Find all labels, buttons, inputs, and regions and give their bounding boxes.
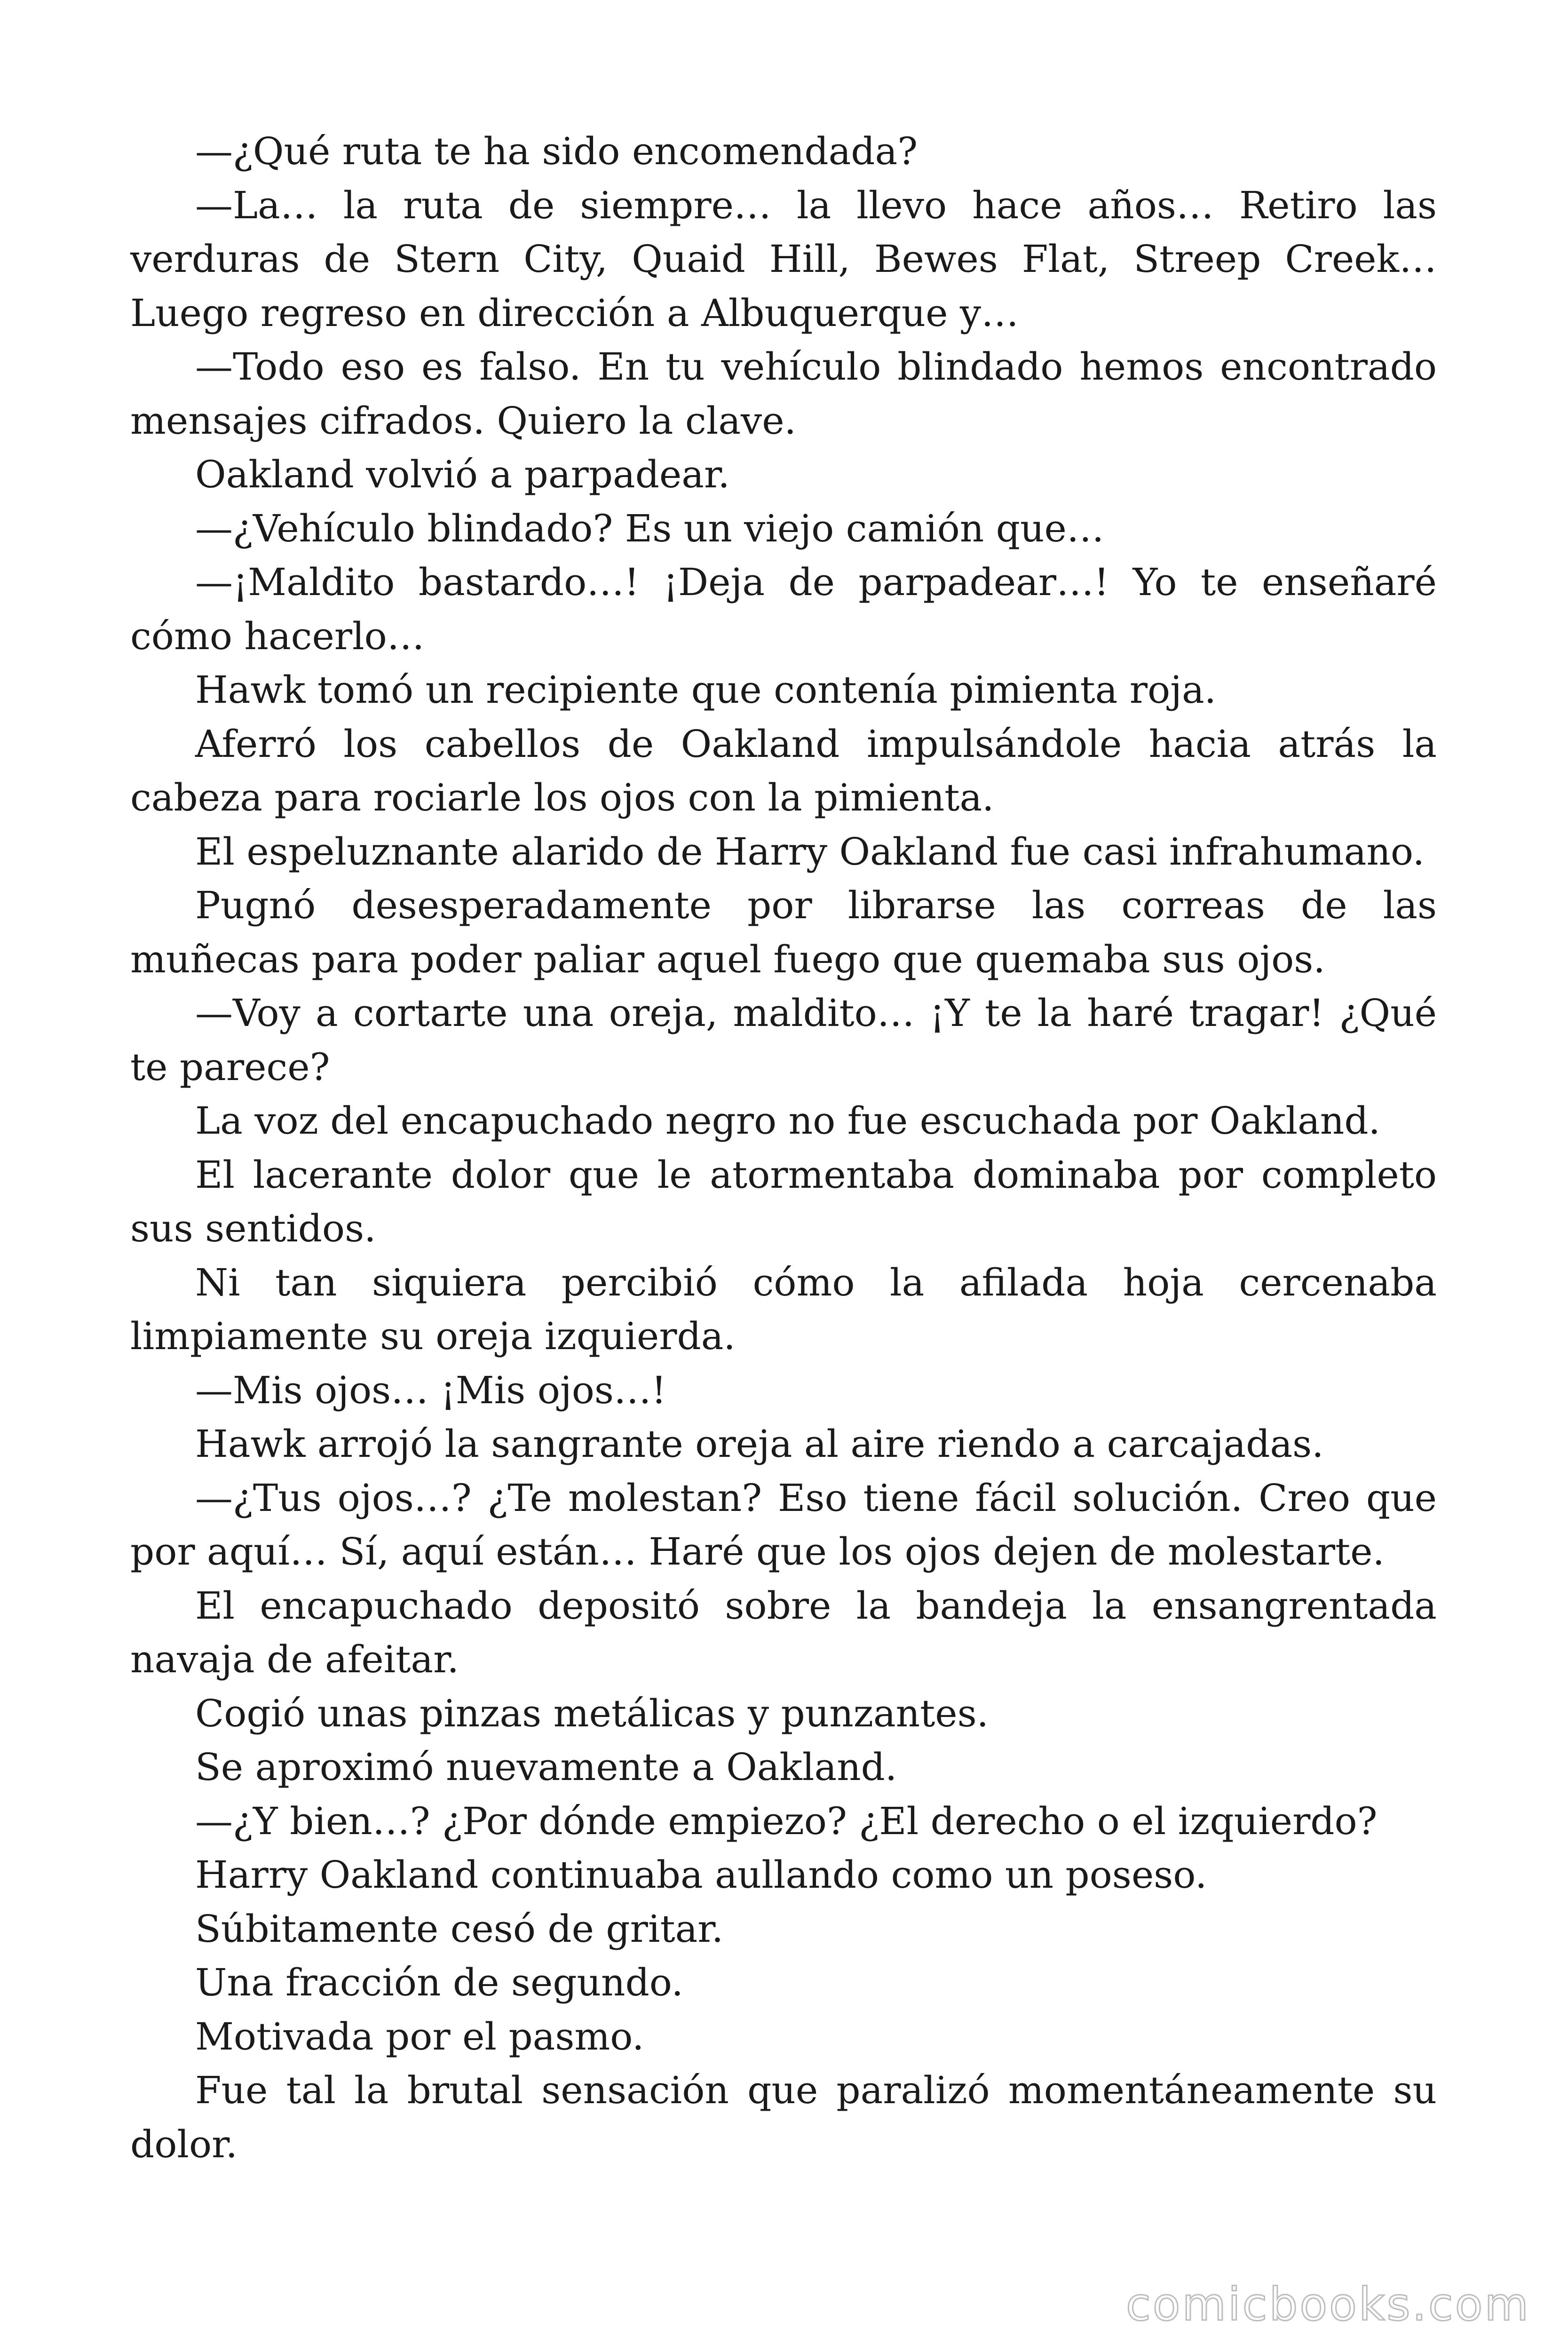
watermark: comicbooks.com [1125,2278,1530,2331]
paragraph: Fue tal la brutal sensación que paralizó momentáneamente su dolor. [130,2068,1437,2166]
paragraph: Aferró los cabellos de Oakland impulsándole hacia atrás la cabeza para rociarle los ojos con la pimienta. [130,722,1437,819]
paragraph: —La… la ruta de siempre… la llevo hace años… Retiro las verduras de Stern City, Quaid Hill, Bewes Flat, Streep Creek… Luego regreso en dirección a Albuquerque y… [130,183,1437,335]
paragraph: El lacerante dolor que le atormentaba dominaba por completo sus sentidos. [130,1152,1437,1250]
paragraph: —Voy a cortarte una oreja, maldito… ¡Y te la haré tragar! ¿Qué te parece? [130,991,1437,1089]
paragraph: Hawk arrojó la sangrante oreja al aire riendo a carcajadas. [195,1422,1324,1466]
paragraph: Oakland volvió a parpadear. [195,453,730,496]
paragraph: —Mis ojos… ¡Mis ojos…! [195,1368,667,1412]
paragraph: —Todo eso es falso. En tu vehículo blindado hemos encontrado mensajes cifrados. Quiero la clave. [130,345,1437,443]
paragraph: Pugnó desesperadamente por librarse las correas de las muñecas para poder paliar aquel fuego que quemaba sus ojos. [130,883,1437,981]
paragraph: El encapuchado depositó sobre la bandeja la ensangrentada navaja de afeitar. [130,1583,1437,1681]
paragraph: Una fracción de segundo. [195,1961,683,2004]
paragraph: Súbitamente cesó de gritar. [195,1907,724,1951]
paragraph: Motivada por el pasmo. [195,2014,644,2058]
page-body-text [130,125,1437,2171]
paragraph: Se aproximó nuevamente a Oakland. [195,1745,897,1789]
paragraph: Cogió unas pinzas metálicas y punzantes. [195,1691,989,1735]
paragraph: —¿Y bien…? ¿Por dónde empiezo? ¿El derecho o el izquierdo? [195,1799,1378,1843]
paragraph: Hawk tomó un recipiente que contenía pimienta roja. [195,668,1217,712]
paragraph: —¿Qué ruta te ha sido encomendada? [195,129,918,173]
paragraph: Harry Oakland continuaba aullando como un poseso. [195,1853,1207,1897]
paragraph: —¿Vehículo blindado? Es un viejo camión que… [195,506,1104,550]
paragraph: La voz del encapuchado negro no fue escuchada por Oakland. [195,1099,1380,1143]
paragraph: —¿Tus ojos…? ¿Te molestan? Eso tiene fácil solución. Creo que por aquí… Sí, aquí están… Haré que los ojos dejen de molestarte. [130,1476,1437,1573]
paragraph: El espeluznante alarido de Harry Oakland fue casi infrahumano. [195,829,1425,874]
paragraph: —¡Maldito bastardo…! ¡Deja de parpadear…! Yo te enseñaré cómo hacerlo… [130,560,1437,658]
paragraph: Ni tan siquiera percibió cómo la afilada hoja cercenaba limpiamente su oreja izquierda. [130,1260,1437,1358]
